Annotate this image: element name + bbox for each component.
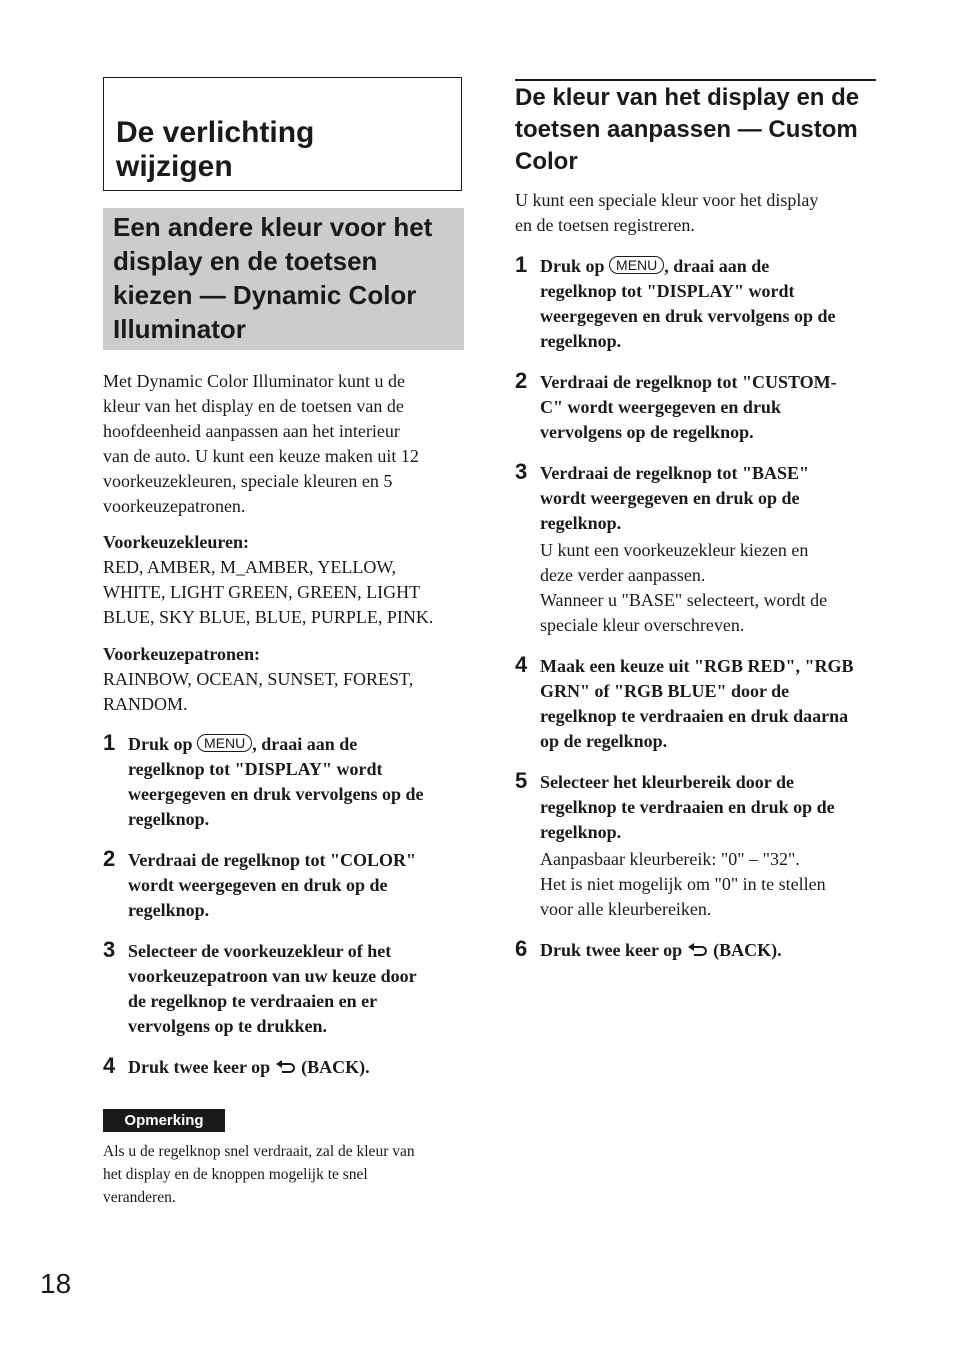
step-note: Aanpasbaar kleurbereik: "0" – "32". Het is niet mogelijk om "0" in te stellen voor alle kleurbereiken. [540, 849, 826, 919]
chapter-title-box [103, 77, 462, 191]
step-text: Maak een keuze uit "RGB RED", "RGB GRN" of "RGB BLUE" door de regelknop te verdraaien en druk daarna op de regelknop. [540, 656, 854, 751]
step-number: 4 [103, 1053, 116, 1078]
step-text: Druk op MENU , draai aan de regelknop tot "DISPLAY" wordt weergegeven en druk vervolgens op de regelknop. [540, 256, 836, 351]
step-number: 2 [103, 846, 116, 871]
step-text: Selecteer de voorkeuzekleur of het voorkeuzepatroon van uw keuze door de regelknop te verdraaien en er vervolgens op te drukken. [128, 941, 417, 1036]
step-text: Druk op MENU , draai aan de regelknop tot "DISPLAY" wordt weergegeven en druk vervolgens op de regelknop. [128, 734, 424, 829]
step-number: 4 [515, 652, 528, 677]
section-rule [515, 79, 876, 81]
step-text: Verdraai de regelknop tot "BASE" wordt weergegeven en druk op de regelknop. [540, 463, 809, 533]
back-icon [275, 1057, 297, 1082]
preset-patterns-label: Voorkeuzepatronen: [103, 644, 260, 664]
step-number: 6 [515, 936, 528, 961]
menu-key-icon: MENU [197, 734, 252, 752]
preset-colors-label: Voorkeuzekleuren: [103, 532, 249, 552]
step-text: Verdraai de regelknop tot "COLOR" wordt weergegeven en druk op de regelknop. [128, 850, 416, 920]
menu-key-icon: MENU [609, 256, 664, 274]
preset-colors: Voorkeuzekleuren: RED, AMBER, M_AMBER, YELLOW, WHITE, LIGHT GREEN, GREEN, LIGHT BLUE, SKY BLUE, BLUE, PURPLE, PINK. [103, 532, 434, 627]
step-number: 2 [515, 368, 528, 393]
custom-intro: U kunt een speciale kleur voor het display en de toetsen registreren. [515, 190, 819, 235]
step-text: Selecteer het kleurbereik door de regelknop te verdraaien en druk op de regelknop. [540, 772, 835, 842]
page-number: 18 [40, 1268, 72, 1299]
step-text: Druk twee keer op (BACK). [540, 938, 782, 965]
custom-color-title: De kleur van het display en de toetsen aanpassen — Custom Color [515, 84, 860, 175]
step-number: 5 [515, 768, 528, 793]
step-text: Verdraai de regelknop tot "CUSTOM- C" wordt weergegeven en druk vervolgens op de regelknop. [540, 372, 837, 442]
note-text: Als u de regelknop snel verdraait, zal de kleur van het display en de knoppen mogelijk te snel veranderen. [103, 1143, 415, 1206]
step-number: 3 [103, 937, 116, 962]
back-icon [687, 940, 709, 965]
step-text: Druk twee keer op (BACK). [128, 1055, 370, 1082]
chapter-title: De verlichting wijzigen [116, 116, 315, 183]
section-title-box [103, 208, 464, 350]
step-number: 3 [515, 459, 528, 484]
step-note: U kunt een voorkeuzekleur kiezen en deze verder aanpassen. Wanneer u "BASE" selecteert, wordt de speciale kleur overschreven. [540, 540, 828, 635]
section-title: Een andere kleur voor het display en de toetsen kiezen — Dynamic Color Illuminator [113, 212, 433, 344]
step-number: 1 [515, 252, 528, 277]
step-number: 1 [103, 730, 116, 755]
preset-patterns: Voorkeuzepatronen: RAINBOW, OCEAN, SUNSET, FOREST, RANDOM. [103, 644, 414, 714]
note-label: Opmerking [103, 1109, 225, 1132]
intro-paragraph: Met Dynamic Color Illuminator kunt u de kleur van het display en de toetsen van de hoofdeenheid aanpassen aan het interieur van de auto. U kunt een keuze maken uit 12 voorkeuzekleuren, speciale kleuren en 5 voorkeuzepatronen. [103, 371, 419, 516]
